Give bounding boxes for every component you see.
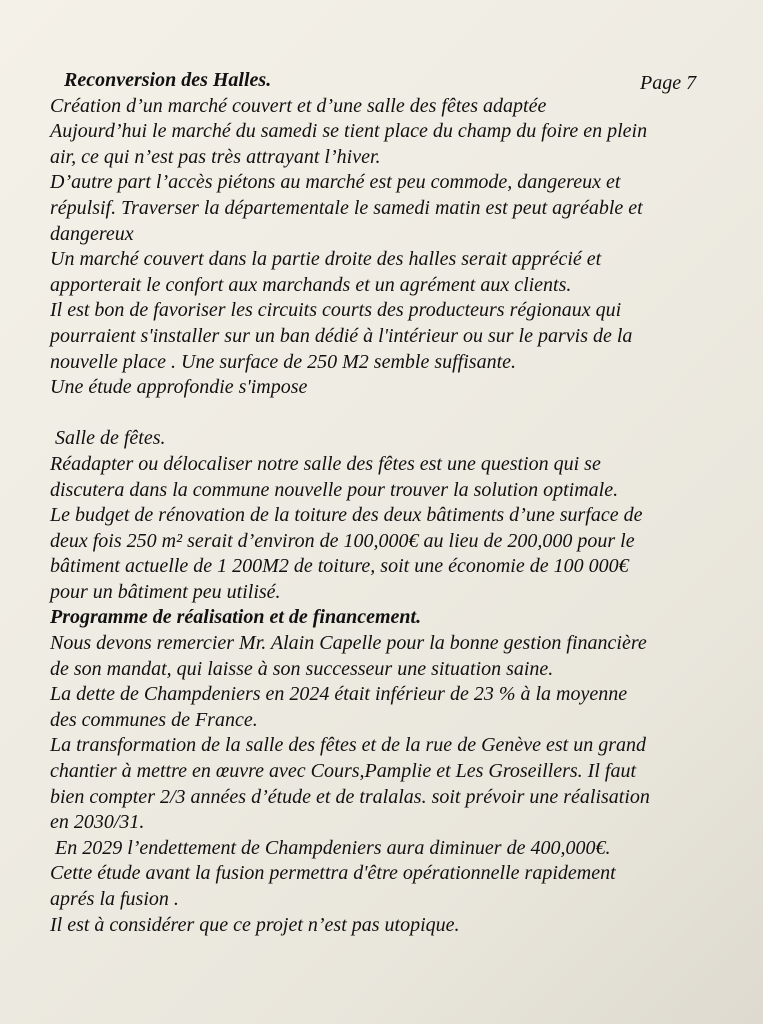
paragraph-gap bbox=[50, 401, 740, 427]
section-halles-text bbox=[50, 94, 740, 401]
text-line: Réadapter ou délocaliser notre salle des fêtes est une question qui se bbox=[50, 452, 601, 475]
text-line: deux fois 250 m² serait d’environ de 100,000€ au lieu de 200,000 pour le bbox=[50, 529, 635, 552]
text-line: nouvelle place . Une surface de 250 M2 semble suffisante. bbox=[50, 350, 516, 373]
text-line: Une étude approfondie s'impose bbox=[50, 376, 308, 399]
text-line: de son mandat, qui laisse à son successeur une situation saine. bbox=[50, 657, 554, 680]
text-line: D’autre part l’accès piétons au marché est peu commode, dangereux et bbox=[50, 171, 621, 194]
text-line: pourraient s'installer sur un ban dédié à l'intérieur ou sur le parvis de la bbox=[50, 324, 633, 347]
text-line: discutera dans la commune nouvelle pour trouver la solution optimale. bbox=[50, 478, 619, 501]
text-line: Cette étude avant la fusion permettra d'être opérationnelle rapidement bbox=[50, 862, 616, 885]
text-line: répulsif. Traverser la départementale le samedi matin est peut agréable et bbox=[50, 196, 643, 219]
text-line: Nous devons remercier Mr. Alain Capelle pour la bonne gestion financière bbox=[50, 632, 647, 655]
text-line: en 2030/31. bbox=[50, 811, 145, 834]
text-line: aprés la fusion . bbox=[50, 888, 179, 910]
text-line: pour un bâtiment peu utilisé. bbox=[50, 580, 281, 603]
text-line: Il est bon de favoriser les circuits courts des producteurs régionaux qui bbox=[50, 299, 622, 322]
text-line: Le budget de rénovation de la toiture des deux bâtiments d’une surface de bbox=[50, 504, 643, 527]
section-programme-text bbox=[50, 631, 740, 938]
text-line: bâtiment actuelle de 1 200M2 de toiture, soit une économie de 100 000€ bbox=[50, 555, 629, 578]
text-line: dangereux bbox=[50, 222, 134, 245]
text-line: Création d’un marché couvert et d’une salle des fêtes adaptée bbox=[50, 94, 547, 117]
text-line: bien compter 2/3 années d’étude et de tralalas. soit prévoir une réalisation bbox=[50, 785, 650, 808]
text-line: La transformation de la salle des fêtes et de la rue de Genève est un grand bbox=[50, 734, 647, 757]
section-title-programme: Programme de réalisation et de financement. bbox=[50, 606, 422, 629]
text-line: air, ce qui n’est pas très attrayant l’hiver. bbox=[50, 145, 381, 168]
section-salle-text bbox=[50, 452, 740, 606]
text-line: chantier à mettre en œuvre avec Cours,Pamplie et Les Groseillers. Il faut bbox=[50, 760, 637, 783]
text-line: Il est à considérer que ce projet n’est pas utopique. bbox=[50, 913, 460, 936]
text-line: des communes de France. bbox=[50, 708, 258, 731]
page-number: Page 7 bbox=[640, 72, 697, 94]
document-body bbox=[50, 68, 740, 938]
text-line: En 2029 l’endettement de Champdeniers aura diminuer de 400,000€. bbox=[50, 836, 611, 859]
text-line: Aujourd’hui le marché du samedi se tient place du champ du foire en plein bbox=[50, 120, 648, 143]
section-title-salle: Salle de fêtes. bbox=[50, 427, 166, 450]
section-title-halles: Reconversion des Halles. bbox=[64, 69, 272, 91]
text-line: La dette de Champdeniers en 2024 était inférieur de 23 % à la moyenne bbox=[50, 683, 628, 706]
text-line: apporterait le confort aux marchands et un agrément aux clients. bbox=[50, 273, 572, 296]
text-line: Un marché couvert dans la partie droite des halles serait apprécié et bbox=[50, 248, 602, 271]
